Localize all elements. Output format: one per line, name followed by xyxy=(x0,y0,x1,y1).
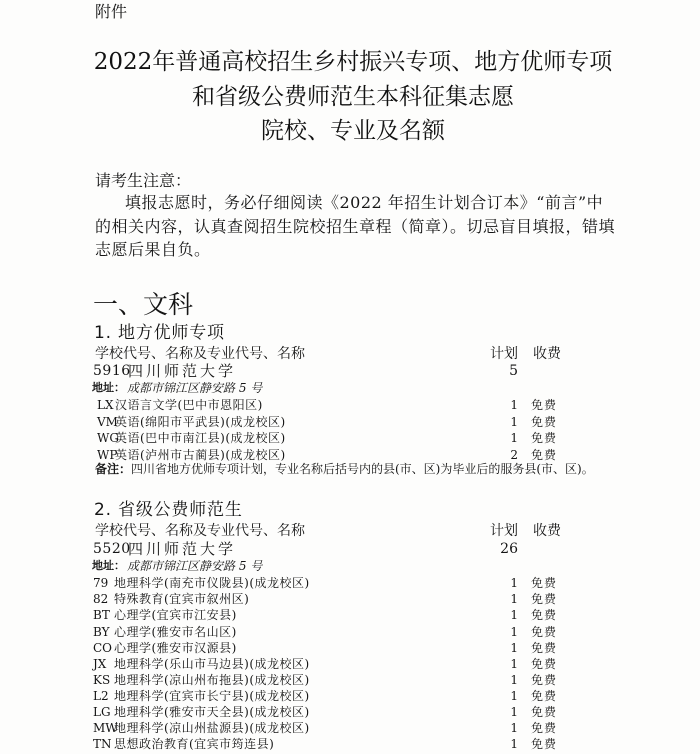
major-name: 心理学(宜宾市江安县) xyxy=(114,608,237,622)
major-row xyxy=(0,657,700,672)
school-address xyxy=(0,381,700,395)
title-line-2: 和省级公费师范生本科征集志愿 xyxy=(192,84,514,110)
attachment-label: 附件 xyxy=(95,2,128,21)
school-code: 5520 xyxy=(93,541,131,557)
major-name: 英语(巴中市南江县)(成龙校区) xyxy=(115,431,286,445)
column-header-plan: 计划 xyxy=(490,346,518,362)
major-row xyxy=(0,592,700,607)
major-name: 地理科学(凉山州布拖县)(成龙校区) xyxy=(114,673,310,687)
major-plan: 2 xyxy=(510,448,518,462)
major-code: 82 xyxy=(93,592,109,606)
major-code: WG xyxy=(97,431,119,445)
subsection-title-1: 1. 地方优师专项 xyxy=(94,323,225,343)
table-header xyxy=(0,346,700,362)
major-fee: 免费 xyxy=(531,625,558,639)
school-row xyxy=(0,540,700,558)
major-row xyxy=(0,689,700,704)
title-line-3: 院校、专业及名额 xyxy=(261,118,445,144)
major-row xyxy=(0,431,700,446)
column-header-fee: 收费 xyxy=(533,346,561,362)
school-row xyxy=(0,362,700,380)
title-line-1: 2022年普通高校招生乡村振兴专项、地方优师专项 xyxy=(93,49,613,75)
remark xyxy=(0,462,700,476)
school-plan: 26 xyxy=(500,541,518,557)
remark-text: 四川省地方优师专项计划，专业名称后括号内的县(市、区)为毕业后的服务县(市、区)。 xyxy=(131,462,594,476)
major-fee: 免费 xyxy=(531,737,558,751)
major-name: 英语(泸州市古蔺县)(成龙校区) xyxy=(115,448,286,462)
major-fee: 免费 xyxy=(531,657,558,671)
notice-heading: 请考生注意： xyxy=(95,171,192,190)
major-plan: 1 xyxy=(510,431,518,445)
major-fee: 免费 xyxy=(531,431,558,445)
notice-line-1: 填报志愿时，务必仔细阅读《2022 年招生计划合订本》“前言”中 xyxy=(125,193,604,212)
remark-label: 备注： xyxy=(95,462,132,476)
major-fee: 免费 xyxy=(531,415,558,429)
major-plan: 1 xyxy=(510,415,518,429)
major-row xyxy=(0,576,700,591)
major-name: 心理学(雅安市汉源县) xyxy=(114,641,237,655)
major-plan: 1 xyxy=(510,657,518,671)
major-name: 心理学(雅安市名山区) xyxy=(114,625,237,639)
column-header-fee: 收费 xyxy=(533,523,561,539)
major-code: LG xyxy=(93,705,111,719)
major-plan: 1 xyxy=(510,641,518,655)
school-name: 四川师范大学 xyxy=(128,362,237,380)
major-fee: 免费 xyxy=(531,673,558,687)
major-code: BT xyxy=(93,608,110,622)
major-code: 79 xyxy=(93,576,109,590)
major-fee: 免费 xyxy=(531,608,558,622)
major-row xyxy=(0,721,700,736)
address-value: 成都市锦江区静安路 5 号 xyxy=(127,381,263,395)
school-name: 四川师范大学 xyxy=(128,540,237,558)
major-fee: 免费 xyxy=(531,398,558,412)
major-code: MW xyxy=(93,721,118,735)
major-plan: 1 xyxy=(510,673,518,687)
major-code: CO xyxy=(93,641,113,655)
major-code: LX xyxy=(97,398,114,412)
major-row xyxy=(0,448,700,463)
major-row xyxy=(0,641,700,656)
major-plan: 1 xyxy=(510,737,518,751)
major-plan: 1 xyxy=(510,689,518,703)
major-row xyxy=(0,673,700,688)
major-fee: 免费 xyxy=(531,576,558,590)
column-header-name: 学校代号、名称及专业代号、名称 xyxy=(95,523,305,539)
major-code: TN xyxy=(93,737,112,751)
major-name: 思想政治教育(宜宾市筠连县) xyxy=(114,737,275,751)
major-code: WP xyxy=(97,448,118,462)
major-plan: 1 xyxy=(510,398,518,412)
major-code: JX xyxy=(93,657,107,671)
major-code: KS xyxy=(93,673,111,687)
major-plan: 1 xyxy=(510,705,518,719)
major-code: L2 xyxy=(93,689,109,703)
major-fee: 免费 xyxy=(531,641,558,655)
address-value: 成都市锦江区静安路 5 号 xyxy=(127,559,263,573)
major-row xyxy=(0,625,700,640)
address-label: 地址： xyxy=(92,559,125,572)
major-code: VM xyxy=(97,415,118,429)
major-fee: 免费 xyxy=(531,689,558,703)
major-row xyxy=(0,705,700,720)
major-fee: 免费 xyxy=(531,592,558,606)
major-plan: 1 xyxy=(510,592,518,606)
major-plan: 1 xyxy=(510,576,518,590)
major-row xyxy=(0,415,700,430)
major-plan: 1 xyxy=(510,608,518,622)
major-row xyxy=(0,398,700,413)
subsection-title-2: 2. 省级公费师范生 xyxy=(94,500,243,520)
major-name: 汉语言文学(巴中市恩阳区) xyxy=(115,398,263,412)
notice-line-3: 志愿后果自负。 xyxy=(95,240,211,259)
school-address xyxy=(0,559,700,573)
major-name: 地理科学(南充市仪陇县)(成龙校区) xyxy=(114,576,310,590)
major-name: 英语(绵阳市平武县)(成龙校区) xyxy=(115,415,286,429)
major-code: BY xyxy=(93,625,110,639)
major-fee: 免费 xyxy=(531,448,558,462)
address-label: 地址： xyxy=(92,381,125,394)
school-code: 5916 xyxy=(93,363,131,379)
major-plan: 1 xyxy=(510,721,518,735)
section-title: 一、文科 xyxy=(93,290,194,319)
notice-line-2: 的相关内容，认真查阅招生院校招生章程（简章）。切忌盲目填报，错填 xyxy=(95,217,616,236)
major-plan: 1 xyxy=(510,625,518,639)
major-name: 地理科学(乐山市马边县)(成龙校区) xyxy=(114,657,310,671)
school-plan: 5 xyxy=(509,363,518,379)
major-fee: 免费 xyxy=(531,721,558,735)
table-header xyxy=(0,523,700,539)
major-name: 特殊教育(宜宾市叙州区) xyxy=(114,592,250,606)
major-name: 地理科学(宜宾市长宁县)(成龙校区) xyxy=(114,689,310,703)
column-header-plan: 计划 xyxy=(490,523,518,539)
major-fee: 免费 xyxy=(531,705,558,719)
column-header-name: 学校代号、名称及专业代号、名称 xyxy=(95,346,305,362)
major-name: 地理科学(雅安市天全县)(成龙校区) xyxy=(114,705,310,719)
major-row xyxy=(0,737,700,752)
major-name: 地理科学(凉山州盐源县)(成龙校区) xyxy=(114,721,310,735)
major-row xyxy=(0,608,700,623)
